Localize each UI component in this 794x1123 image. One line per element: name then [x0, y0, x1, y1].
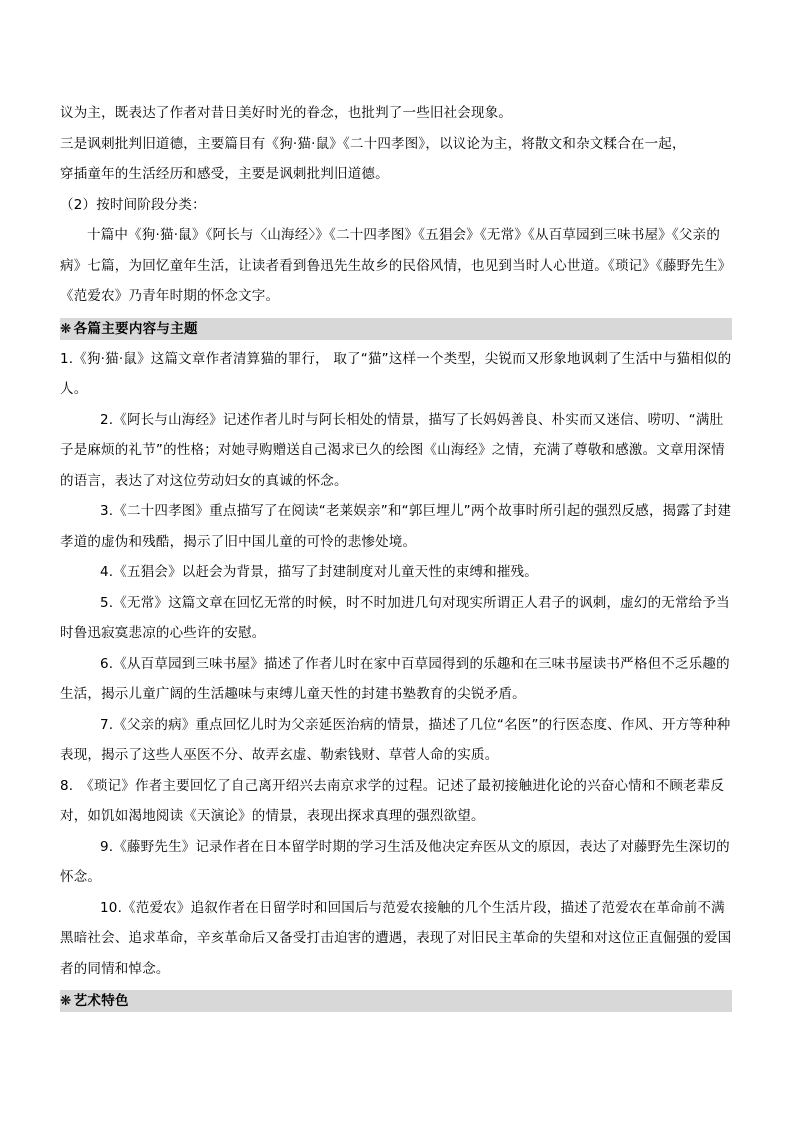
list-item: 2.《阿长与山海经》记述作者儿时与阿长相处的情景，描写了长妈妈善良、朴实而又迷信、唠叨、“满肚子是麻烦的礼节”的性格；对她寻购赠送自己渴求已久的绘图《山海经》之情，充满了尊敬和感激。文章用深情的语言，表达了对这位劳动妇女的真诚的怀念。	[60, 411, 725, 489]
section-heading-art-features	[60, 990, 732, 1012]
list-item: 7.《父亲的病》重点回忆儿时为父亲延医治病的情景，描述了几位“名医”的行医态度、作风、开方等种种表现，揭示了这些人巫医不分、故弄玄虚、勒索钱财、草菅人命的实质。	[60, 716, 731, 763]
intro-line-1: 议为主，既表达了作者对昔日美好时光的眷念，也批判了一些旧社会现象。	[60, 105, 513, 121]
list-item: 1.《狗·猫·鼠》这篇文章作者清算猫的罪行， 取了“猫”这样一个类型，尖锐而又形象地讽刺了生活中与猫相似的人。	[60, 350, 732, 397]
list-item: 5.《无常》这篇文章在回忆无常的时候，时不时加进几句对现实所谓正人君子的讽刺，虚幻的无常给予当时鲁迅寂寞悲凉的心些许的安慰。	[60, 594, 730, 641]
list-item: 3.《二十四孝图》重点描写了在阅读“老莱娱亲”和“郭巨埋儿”两个故事时所引起的强烈反感，揭露了封建孝道的虚伪和残酷，揭示了旧中国儿童的可怜的悲惨处境。	[60, 503, 732, 550]
time-classification-paragraph: 十篇中《狗·猫·鼠》《阿长与〈山海经〉》《二十四孝图》《五猖会》《无常》《从百草园到三味书屋》《父亲的病》七篇，为回忆童年生活，让读者看到鲁迅先生故乡的民俗风情，也见到当时人心世道。《琐记》《藤野先生》《范爱农》乃青年时期的怀念文字。	[60, 227, 732, 304]
list-item: 10.《范爱农》追叙作者在日留学时和回国后与范爱农接触的几个生活片段，描述了范爱农在革命前不满黑暗社会、追求革命，辛亥革命后又备受打击迫害的遭遇，表现了对旧民主革命的失望和对这位正直倔强的爱国者的同情和悼念。	[60, 899, 732, 977]
flower-bullet-icon: ❋	[60, 993, 72, 1009]
list-item: 8. 《琐记》作者主要回忆了自己离开绍兴去南京求学的过程。记述了最初接触进化论的兴奋心情和不顾老辈反对，如饥如渴地阅读《天演论》的情景，表现出探求真理的强烈欲望。	[60, 777, 725, 824]
classification-subheading: （2）按时间阶段分类：	[60, 196, 206, 213]
list-item: 4.《五猖会》以赶会为背景，描写了封建制度对儿童天性的束缚和摧残。	[100, 564, 538, 580]
section-heading-text: 各篇主要内容与主题	[73, 320, 198, 337]
section-heading-main-content	[60, 318, 732, 340]
intro-line-3: 穿插童年的生活经历和感受，主要是讽刺批判旧道德。	[60, 166, 389, 182]
document-page	[60, 98, 732, 1016]
list-item: 9.《藤野先生》记录作者在日本留学时期的学习生活及他决定弃医从文的原因，表达了对藤野先生深切的怀念。	[60, 838, 730, 885]
intro-line-2: 三是讽刺批判旧道德，主要篇目有《狗·猫·鼠》《二十四孝图》，以议论为主，将散文和杂文糅合在一起，	[60, 135, 686, 152]
flower-bullet-icon: ❋	[60, 320, 72, 337]
section-heading-text: 艺术特色	[73, 993, 129, 1009]
list-item: 6.《从百草园到三味书屋》描述了作者儿时在家中百草园得到的乐趣和在三味书屋读书严格但不乏乐趣的生活，揭示儿童广阔的生活趣味与束缚儿童天性的封建书塾教育的尖锐矛盾。	[60, 655, 730, 702]
